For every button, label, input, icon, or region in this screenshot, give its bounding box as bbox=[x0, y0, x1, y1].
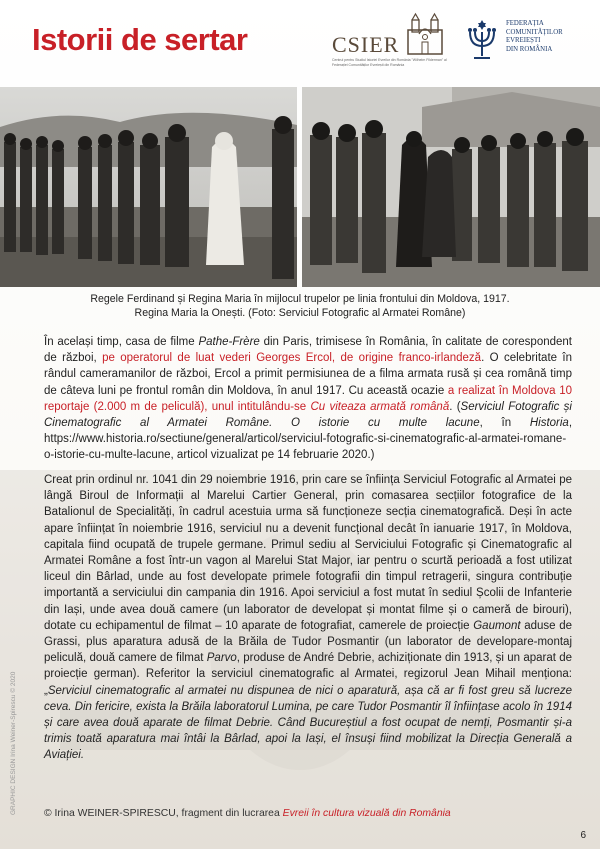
p2-quote: Serviciul cinematografic al armatei nu dispunea de nici o aparatură, așa că ar fi fost greu să lucreze ceva. Din fericire, exista la Brăila laboratorul Lumina, pe care Tudor Posmantir îl înființase acolo în 1914 și care avea două aparate de filmat Debrie. Când Bucureștiul a fost ocupat de nemți, Posmantir și-a trimis toată aparatura mai întâi la Bârlad, apoi la Iași, el însuși fiind mobilizat la Direcția Generală a Aviației. bbox=[44, 684, 572, 762]
page-number: 6 bbox=[580, 830, 586, 841]
federation-logo-text bbox=[506, 20, 563, 54]
federation-line-3: EVREIEȘTI bbox=[506, 37, 541, 45]
p1-text: , https://www.historia.ro/sectiune/general/articol/serviciul-fotografic-si-cinematografic-al-armatei-romane-o-istorie-cu-multe-lacune, articol vizualizat pe 14 februarie 2020.) bbox=[44, 417, 573, 462]
photo-king-queen-troops bbox=[0, 87, 297, 287]
p1-highlight-reportaje: a realizat în Moldova 10 reportaje (2.000 m de peliculă), unul intitulându-se bbox=[44, 384, 572, 413]
federation-line-4: DIN ROMÂNIA bbox=[506, 45, 553, 53]
menorah-star-icon bbox=[462, 18, 502, 60]
csier-logo-text: CSIER bbox=[332, 32, 400, 57]
p2-text: Creat prin ordinul nr. 1041 din 29 noiembrie 1916, prin care se înființa Serviciul Fotografic al Armatei pe lângă Biroul de Informații al Marelui Cartier General, prin comasarea secțiilor fotografice de la Batalionul de Specialități, în cadrul acestuia urma să funcționeze secția cinematografică. Deși în acte apare înființat în noiembrie 1916, serviciul nu a devenit funcțional decât în ianuarie 1917, în Moldova, capitala fiind ocupată de trupele germane. Primul sediu al Serviciului Fotografic și Cinematografic al Armatei Române a fost într-un vagon al Marelui Stat Major, iar pentru o scurtă perioadă a fost utilizat liceul din Bârlad, unde au fost developate primele fotografii din timpul retragerii, singura contribuție importantă a serviciului din campania din 1916. Apoi serviciul a fost mutat în sediul Școlii de Infanterie din Iași, unde avea două camere (un laborator de developat și montat filme și o cameră de birouri), dotate cu echipamentul de filmat – 10 aparate de fotografiat, camerele de proiecție bbox=[44, 474, 572, 632]
page-title: Istorii de sertar bbox=[32, 22, 248, 57]
synagogue-icon bbox=[402, 12, 448, 56]
p2-text: , produse de André Debrie, achiziționate din 1913, și un aparat de proiecție german). Referitor la serviciul cinematografic al Armatei, regizorul Jean Mihail menționa: „ bbox=[44, 652, 572, 697]
p1-historia: Historia bbox=[529, 417, 569, 430]
federation-logo bbox=[462, 14, 592, 70]
photo-queen-onesti bbox=[302, 87, 600, 287]
federation-line-2: COMUNITĂȚILOR bbox=[506, 28, 563, 36]
p1-pathe-frere: Pathe-Frère bbox=[198, 336, 260, 348]
p1-text: . ( bbox=[449, 400, 461, 413]
author-credit bbox=[44, 808, 451, 819]
p2-text: aduse de Grassi, plus aparatura adusă de la Brăila de Tudor Posmantir (un laborator de developare-montaj peliculă, două camere de filmat bbox=[44, 619, 572, 665]
credit-work-title: Evreii în cultura vizuală din România bbox=[282, 808, 451, 819]
caption-line-1: Regele Ferdinand și Regina Maria în mijlocul trupelor pe linia frontului din Moldova, 1917. bbox=[90, 293, 510, 305]
federation-line-1: FEDERAȚIA bbox=[506, 20, 544, 27]
paragraph-2 bbox=[44, 472, 572, 764]
p1-text: În același timp, casa de filme bbox=[44, 336, 199, 348]
page-header bbox=[0, 0, 600, 86]
p1-film-title: Cu viteaza armată română bbox=[310, 400, 450, 413]
p1-text: , în bbox=[479, 417, 530, 430]
paragraph-1 bbox=[44, 334, 572, 464]
caption-line-2: Regina Maria la Onești. (Foto: Serviciul Fotografic al Armatei Române) bbox=[134, 306, 466, 319]
p1-source-title: Serviciul Fotografic și Cinematografic al Armatei Române. O istorie cu multe lacune bbox=[44, 400, 572, 430]
credit-prefix: © Irina WEINER-SPIRESCU, fragment din lucrarea bbox=[44, 808, 283, 819]
csier-logo-fine-print: Centrul pentru Studiul Istoriei Evreilor din România "Wilhelm Filderman" al Federației Comunităților Evreiești din România bbox=[332, 58, 447, 67]
p1-text: din Paris, trimisese în România, în calitate de corespondent de război, bbox=[44, 336, 573, 365]
csier-logo bbox=[330, 12, 450, 74]
p2-gaumont: Gaumont bbox=[473, 619, 521, 632]
graphic-design-credit: GRAPHIC DESIGN Irina Weiner-Spirescu © 2020 bbox=[10, 671, 17, 815]
p1-text: . O celebritate în rândul cameramanilor de război, Ercol a primit permisiunea de a filma armata rusă și cea română timp de câteva luni pe frontul român din Moldova, în anul 1917. Cu această ocazie bbox=[44, 352, 573, 397]
photo-caption bbox=[20, 293, 580, 320]
photo-row bbox=[0, 87, 600, 287]
p1-highlight-ercol: pe operatorul de luat vederi Georges Ercol, de origine franco-irlandeză bbox=[102, 352, 482, 365]
p2-parvo: Parvo bbox=[206, 652, 237, 665]
